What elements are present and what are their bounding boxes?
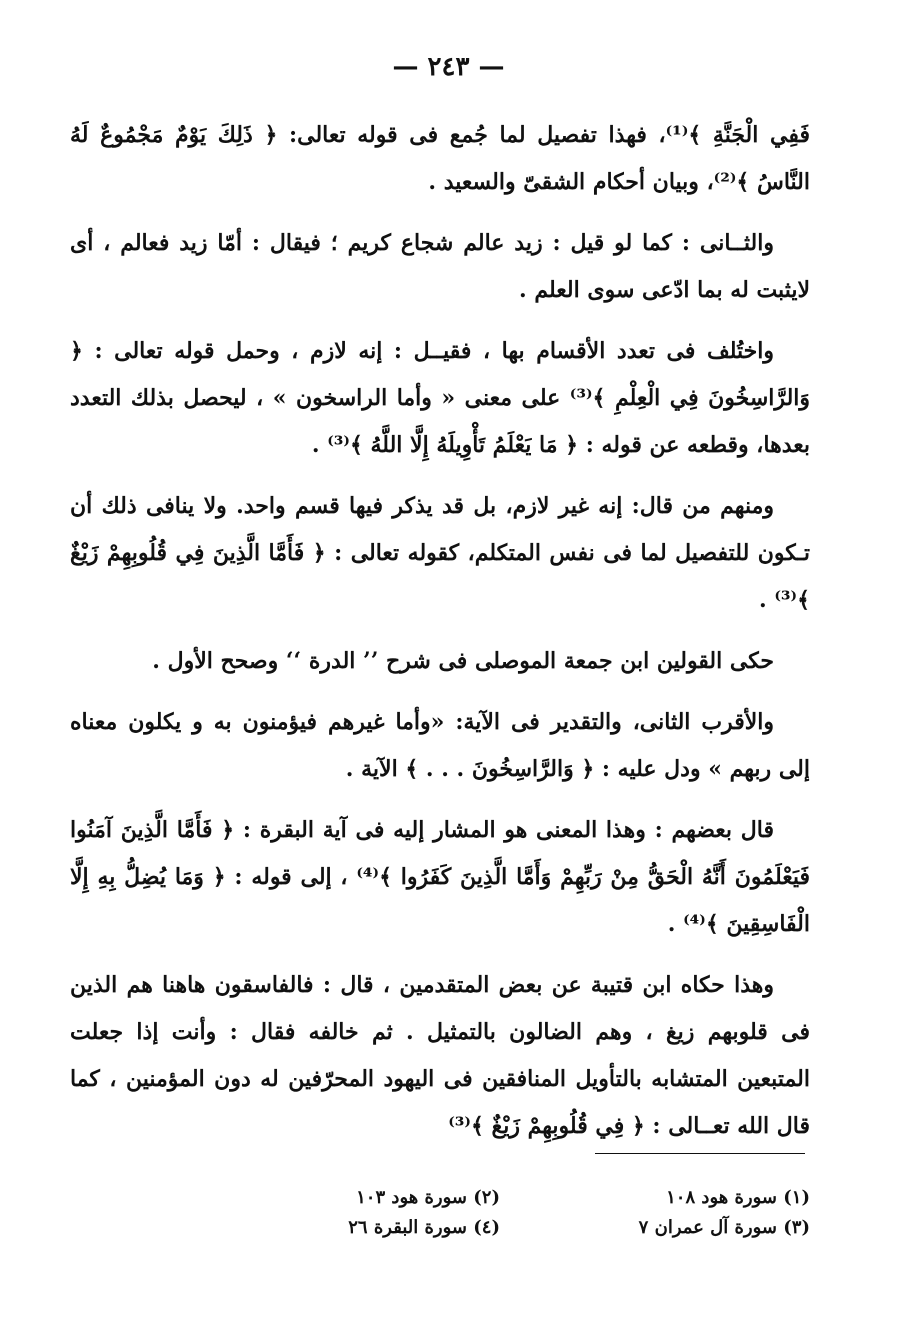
paragraph-5: حكى القولين ابن جمعة الموصلى فى شرح ’’ الدرة ‘‘ وصحح الأول . [152, 648, 774, 674]
paragraph-6: والأقرب الثانى، والتقدير فى الآية: «وأما غيرهم فيؤمنون به و يكلون معناه إلى ربهم » ودل عليه : ﴿ وَالرَّاسِخُونَ . . . ﴾ الآية . [70, 709, 810, 782]
body-text [70, 112, 810, 1164]
footnote-4: (٤) سورة البقرة ٢٦ [348, 1217, 500, 1238]
paragraph-4: ومنهم من قال: إنه غير لازم، بل قد يذكر فيها قسم واحد. ولا ينافى ذلك أن تـكون للتفصيل لما فى نفس المتكلم، كقوله تعالى : ﴿ فَأَمَّا الَّذِينَ فِي قُلُوبِهِمْ زَيْغٌ ﴾⁽³⁾ . [70, 493, 810, 613]
footnote-divider [595, 1153, 805, 1154]
paragraph-7: قال بعضهم : وهذا المعنى هو المشار إليه فى آية البقرة : ﴿ فَأَمَّا الَّذِينَ آمَنُوا فَيَعْلَمُونَ أَنَّهُ الْحَقُّ مِنْ رَبِّهِمْ وَأَمَّا الَّذِينَ كَفَرُوا ﴾⁽⁴⁾ ، إلى قوله : ﴿ وَمَا يُضِلُّ بِهِ إِلَّا الْفَاسِقِينَ ﴾⁽⁴⁾ . [70, 817, 810, 937]
footnote-1: (١) سورة هود ١٠٨ [666, 1187, 810, 1208]
paragraph-1: فَفِي الْجَنَّةِ ﴾⁽¹⁾، فهذا تفصيل لما جُمع فى قوله تعالى: ﴿ ذَلِكَ يَوْمٌ مَجْمُوعٌ لَهُ النَّاسُ ﴾⁽²⁾، وبيان أحكام الشقىّ والسعيد . [70, 122, 810, 195]
footnotes [250, 1183, 810, 1243]
paragraph-2: والثــانى : كما لو قيل : زيد عالم شجاع كريم ؛ فيقال : أمّا زيد فعالم ، أى لايثبت له بما ادّعى سوى العلم . [70, 230, 810, 303]
paragraph-3: واختُلف فى تعدد الأقسام بها ، فقيــل : إنه لازم ، وحمل قوله تعالى : ﴿ وَالرَّاسِخُونَ فِي الْعِلْمِ ﴾⁽³⁾ على معنى « وأما الراسخون » ، ليحصل بذلك التعدد بعدها، وقطعه عن قوله : ﴿ مَا يَعْلَمُ تَأْوِيلَهُ إِلَّا اللَّهُ ﴾⁽³⁾ . [70, 338, 811, 458]
paragraph-8: وهذا حكاه ابن قتيبة عن بعض المتقدمين ، قال : فالفاسقون هاهنا هم الذين فى قلوبهم زيغ ، وهم الضالون بالتمثيل . ثم خالفه فقال : وأنت إذا جعلت المتبعين المتشابه بالتأويل المنافقين فى اليهود المحرّفين له دون المؤمنين ، كما قال الله تعــالى : ﴿ فِي قُلُوبِهِمْ زَيْغٌ ﴾⁽³⁾ [70, 972, 810, 1139]
page-number: — ٢٤٣ — [392, 52, 505, 82]
footnote-3: (٣) سورة آل عمران ٧ [638, 1217, 810, 1238]
footnote-2: (٢) سورة هود ١٠٣ [356, 1187, 500, 1208]
